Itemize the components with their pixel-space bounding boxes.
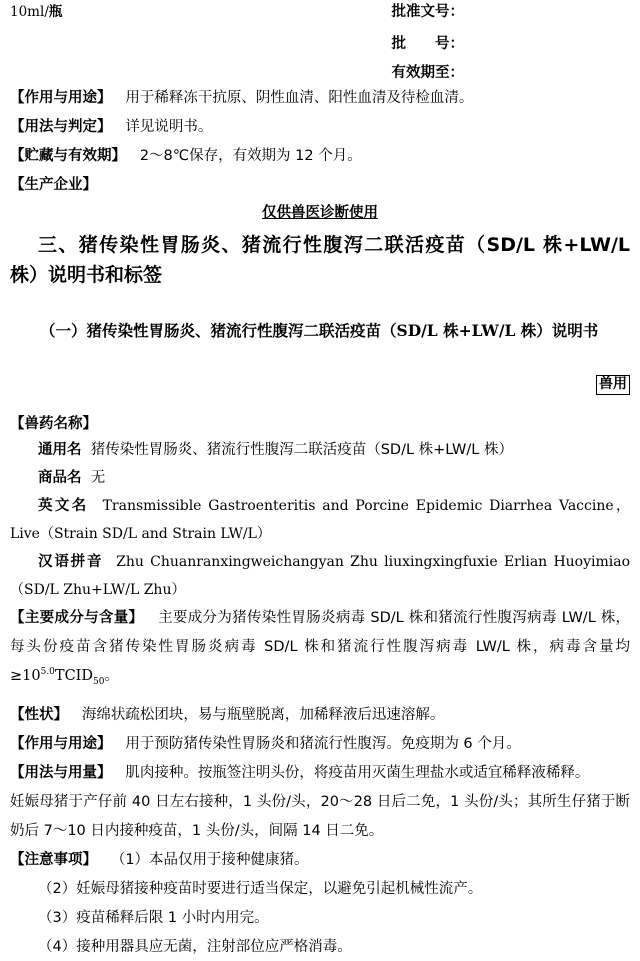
precaution-item-3: （3）疫苗稀释后限 1 小时内用完。 [38,910,269,926]
sub-heading: （一）猪传染性胃肠炎、猪流行性腹泻二联活疫苗（SD/L 株+LW/L 株）说明书 [40,321,599,340]
dosage-detail [10,788,630,846]
english-name-row [10,492,630,548]
generic-name-value: 猪传染性胃肠炎、猪流行性腹泻二联活疫苗（SD/L 株+LW/L 株） [90,442,513,458]
trade-name-value: 无 [90,470,106,486]
section-usage-judgement [10,113,630,142]
section-drug-name [10,410,630,439]
batch-number-field: 批 号： [391,36,464,52]
expiry-date-field: 有效期至： [391,65,464,81]
section-body: 2～8℃保存，有效期为 12 个月。 [139,148,362,164]
approval-number-field: 批准文号： [391,4,464,20]
section-title: 【生产企业】 [10,177,97,193]
section-manufacturer [10,171,630,200]
section-title: 【注意事项】 [10,852,97,868]
generic-name-row [38,436,630,464]
precaution-item-4: （4）接种用器具应无菌，注射部位应严格消毒。 [38,939,352,955]
volume-unit: 瓶 [48,4,63,20]
pinyin-value: Zhu Chuanranxingweichangyan Zhu liuxingxingfuxie Erlian Huoyimiao（SD/L Zhu+LW/L Zhu） [10,554,631,598]
precaution-item-1: （1）本品仅用于接种健康猪。 [110,852,309,868]
section-body: 用于预防猪传染性胃肠炎和猪流行性腹泻。免疫期为 6 个月。 [125,736,521,752]
section-precautions [10,846,630,875]
section-title: 【主要成分与含量】 [10,610,144,626]
precaution-item-2-row [38,875,630,903]
section-title: 【兽药名称】 [10,416,97,432]
composition-end-punct: 。 [104,668,119,684]
trade-name-row [38,464,630,492]
generic-name-key: 通用名 [38,442,82,458]
section-composition [10,604,630,691]
dosage-body-line2: 妊娠母猪于产仔前 40 日左右接种，1 头份/头，20～28 日后二免，1 头份/头；其所生仔猪于断奶后 7～10 日内接种疫苗，1 头份/头，间隔 14 日二免。 [10,794,630,839]
composition-body: 主要成分为猪传染性胃肠炎病毒 SD/L 株和猪流行性腹泻病毒 LW/L 株，每头份疫苗含猪传染性胃肠炎病毒 SD/L 株和猪流行性腹泻病毒 LW/L 株，病毒含量均≥ [10,610,631,684]
dosage-body-line1: 肌肉接种。按瓶签注明头份，将疫苗用灭菌生理盐水或适宜稀释液稀释。 [125,765,590,781]
section-body: 详见说明书。 [125,119,213,135]
precaution-item-4-row [38,933,630,961]
section-title: 【用法与判定】 [10,119,112,135]
section-title: 【用法与用量】 [10,765,112,781]
section-title: 【作用与用途】 [10,90,112,106]
english-name-key: 英文名 [38,498,89,514]
chapter-heading: 三、猪传染性胃肠炎、猪流行性腹泻二联活疫苗（SD/L 株+LW/L 株）说明书和标签 [10,234,630,286]
section-storage-validity [10,142,630,171]
volume-label [10,3,62,21]
volume-separator: / [44,4,49,20]
section-body: 用于稀释冻干抗原、阴性血清、阳性血清及待检血清。 [125,90,474,106]
english-name-value: Transmissible Gastroenteritis and Porcine Epidemic Diarrhea Vaccine，Live（Strain SD/L and Strain LW/L） [10,498,631,542]
pinyin-row [10,548,630,604]
veterinary-use-badge: 兽用 [596,375,630,395]
section-body: 海绵状疏松团块，易与瓶壁脱离，加稀释液后迅速溶解。 [81,707,445,723]
volume-amount: 10ml [10,4,45,20]
precaution-item-2: （2）妊娠母猪接种疫苗时要进行适当保定，以避免引起机械性流产。 [38,881,483,897]
composition-base: 10 [22,668,41,684]
section-title: 【作用与用途】 [10,736,112,752]
trade-name-key: 商品名 [38,470,82,486]
section-dosage [10,759,630,788]
notice-text: 仅供兽医诊断使用 [262,205,378,221]
section-properties [10,701,630,730]
section-title: 【贮藏与有效期】 [10,148,126,164]
composition-exponent: 5.0 [40,667,55,678]
section-indications [10,730,630,759]
section-title: 【性状】 [10,707,68,723]
veterinary-diagnosis-notice [0,203,640,223]
composition-tcid: TCID [54,668,94,684]
section-indications-diluent [10,84,630,113]
precaution-item-3-row [38,904,630,932]
composition-tcid-subscript: 50 [93,676,105,687]
pinyin-key: 汉语拼音 [38,554,104,570]
